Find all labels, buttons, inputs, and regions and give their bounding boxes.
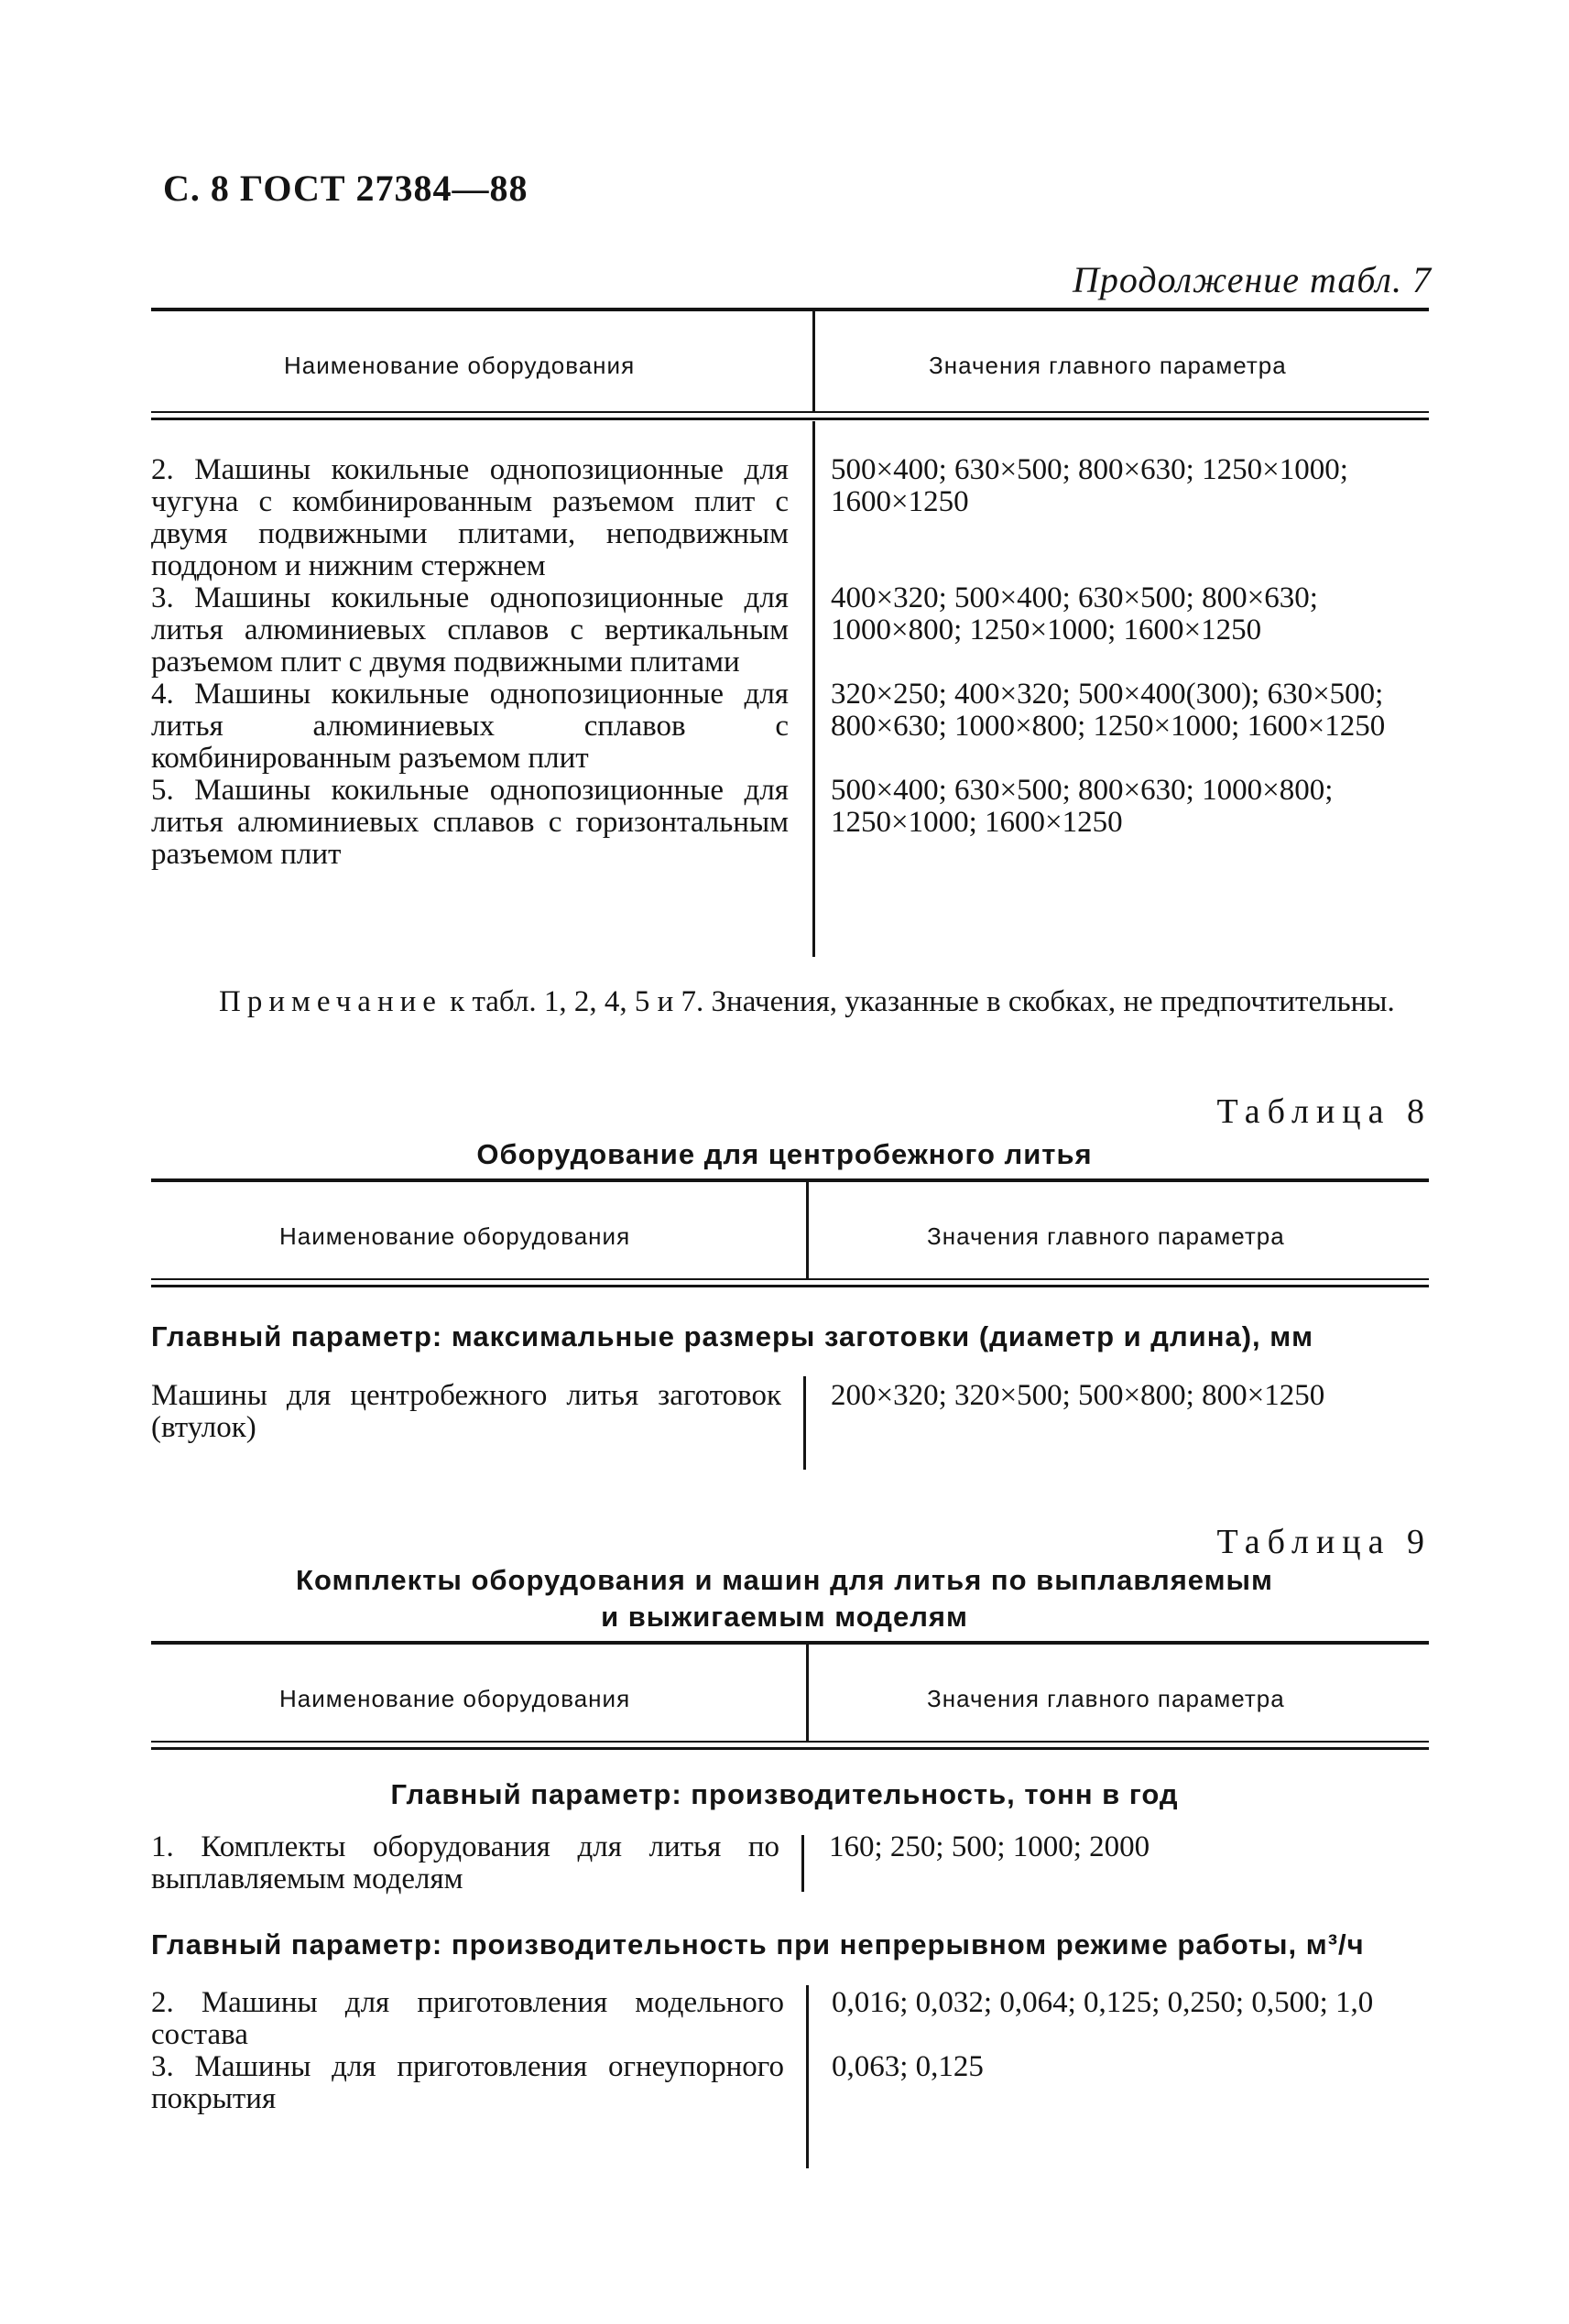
table-row — [151, 1987, 1429, 2051]
table-row — [151, 2051, 1429, 2115]
note-lead: Примечание — [219, 985, 442, 1018]
table8-header-rule — [151, 1278, 1429, 1280]
row-name: Машины для центробежного литья заготовок (втулок) — [151, 1379, 781, 1444]
table7-header-divider — [812, 311, 815, 412]
table8-header-rule-2 — [151, 1285, 1429, 1287]
row-name: 3. Машины кокильные однопозиционные для литья алюминиевых сплавов с вертикальным разъемом плит с двумя подвижными плитами — [151, 581, 789, 679]
row-name: 2. Машины кокильные однопозиционные для чугуна с комбинированным разъемом плит с двумя подвижными плитами, неподвижным поддоном и нижним стержнем — [151, 453, 789, 582]
row-name: 5. Машины кокильные однопозиционные для литья алюминиевых сплавов с горизонтальным разъемом плит — [151, 774, 789, 871]
table7-col-value-header: Значения главного параметра — [929, 352, 1287, 379]
table-row — [151, 1831, 1429, 1895]
table9-top-rule — [151, 1641, 1429, 1645]
table9-col-name-header: Наименование оборудования — [279, 1685, 631, 1712]
table-row — [151, 582, 1429, 679]
table9-body-1 — [151, 1831, 1429, 1895]
table9-header-divider — [806, 1645, 809, 1742]
table8-top-rule — [151, 1178, 1429, 1182]
table9-col-value-header: Значения главного параметра — [927, 1685, 1285, 1712]
table-row — [151, 454, 1429, 582]
table8-body — [151, 1380, 1429, 1444]
row-value: 0,063; 0,125 — [832, 2050, 984, 2083]
table8-col-value-header: Значения главного параметра — [927, 1222, 1285, 1250]
row-value: 500×400; 630×500; 800×630; 1000×800; 1250×1000; 1600×1250 — [831, 774, 1334, 839]
table9-header-rule-2 — [151, 1747, 1429, 1750]
table7-col-name-header: Наименование оборудования — [284, 352, 636, 379]
table-note — [151, 984, 1429, 1019]
table8-header-divider — [806, 1182, 809, 1279]
table8-title: Оборудование для центробежного литья — [476, 1138, 1093, 1170]
row-value: 320×250; 400×320; 500×400(300); 630×500; 800×630; 1000×800; 1250×1000; 1600×1250 — [831, 678, 1386, 743]
table-row — [151, 1380, 1429, 1444]
table7-body — [151, 454, 1429, 871]
row-value: 500×400; 630×500; 800×630; 1250×1000; 1600×1250 — [831, 453, 1348, 518]
row-name: 2. Машины для приготовления модельного состава — [151, 1986, 784, 2051]
table8-label: Таблица 8 — [1216, 1092, 1432, 1131]
table7-header-rule-2 — [151, 418, 1429, 420]
table8-main-parameter: Главный параметр: максимальные размеры заготовки (диаметр и длина), мм — [151, 1320, 1314, 1352]
table7-header-rule — [151, 411, 1429, 413]
table9-header-rule — [151, 1741, 1429, 1743]
table9-title-line1: Комплекты оборудования и машин для литья по выплавляемым — [296, 1564, 1273, 1596]
table-row — [151, 679, 1429, 775]
table7-top-rule — [151, 308, 1429, 311]
table8-col-name-header: Наименование оборудования — [279, 1222, 631, 1250]
row-name: 1. Комплекты оборудования для литья по выплавляемым моделям — [151, 1830, 779, 1895]
row-value: 400×320; 500×400; 630×500; 800×630; 1000×800; 1250×1000; 1600×1250 — [831, 581, 1318, 646]
table-row — [151, 775, 1429, 871]
continuation-label: Продолжение табл. 7 — [1072, 259, 1432, 300]
table9-main-parameter-1: Главный параметр: производительность, тонн в год — [390, 1778, 1179, 1810]
row-name: 3. Машины для приготовления огнеупорного покрытия — [151, 2050, 784, 2115]
table9-main-parameter-2: Главный параметр: производительность при непрерывном режиме работы, м³/ч — [151, 1928, 1365, 1960]
table9-body-2 — [151, 1987, 1429, 2115]
table9-title-line2: и выжигаемым моделям — [601, 1601, 968, 1633]
row-value: 0,016; 0,032; 0,064; 0,125; 0,250; 0,500; 1,0 — [832, 1986, 1374, 2019]
page-header: С. 8 ГОСТ 27384—88 — [163, 168, 528, 209]
row-value: 160; 250; 500; 1000; 2000 — [829, 1830, 1150, 1863]
row-value: 200×320; 320×500; 500×800; 800×1250 — [831, 1379, 1325, 1412]
table9-label: Таблица 9 — [1216, 1523, 1432, 1561]
note-text: к табл. 1, 2, 4, 5 и 7. Значения, указанные в скобках, не предпочтительны. — [441, 985, 1395, 1018]
row-name: 4. Машины кокильные однопозиционные для литья алюминиевых сплавов с комбинированным разъемом плит — [151, 678, 789, 775]
